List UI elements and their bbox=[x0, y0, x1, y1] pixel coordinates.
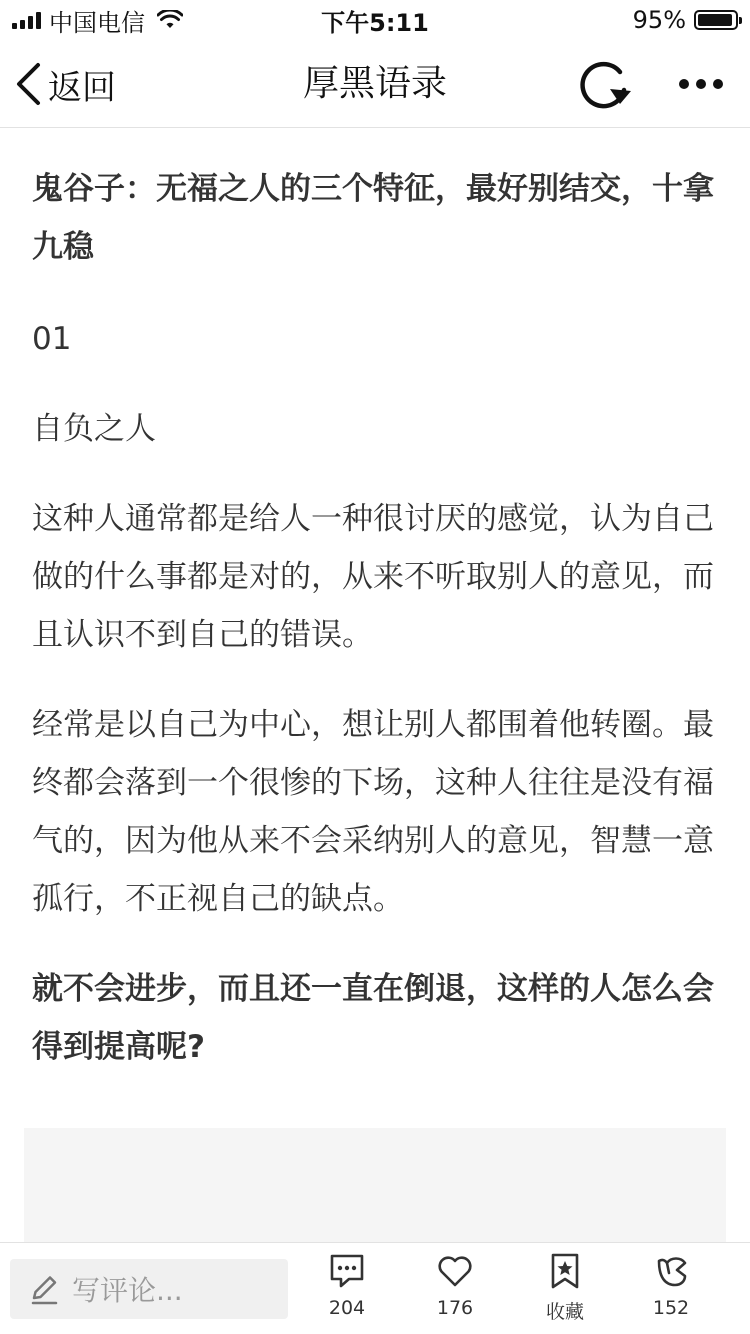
more-dot bbox=[696, 79, 706, 89]
section-title: 自负之人 bbox=[32, 411, 156, 447]
share-count: 152 bbox=[652, 1297, 690, 1319]
chevron-left-icon bbox=[14, 62, 42, 106]
page-title: 厚黑语录 bbox=[302, 63, 447, 104]
nav-bar bbox=[0, 40, 750, 128]
battery-fill bbox=[698, 14, 732, 26]
status-time: 下午5:11 bbox=[321, 8, 429, 37]
share-icon bbox=[651, 1251, 691, 1291]
favorite-button[interactable] bbox=[525, 1251, 605, 1331]
section-number: 01 bbox=[32, 321, 72, 357]
article-title: 鬼谷子：无福之人的三个特征，最好别结交，十拿九稳 bbox=[32, 171, 714, 265]
comment-placeholder: 写评论... bbox=[72, 1274, 183, 1307]
signal-icon bbox=[12, 11, 41, 29]
comment-icon bbox=[327, 1251, 367, 1291]
status-left bbox=[0, 3, 183, 38]
heart-icon bbox=[435, 1251, 475, 1291]
battery-icon bbox=[694, 10, 738, 30]
carrier-label: 中国电信 bbox=[49, 8, 145, 37]
refresh-icon[interactable] bbox=[574, 58, 636, 112]
like-count: 176 bbox=[436, 1297, 474, 1319]
favorite-label: 收藏 bbox=[545, 1301, 584, 1323]
comment-count: 204 bbox=[328, 1297, 366, 1319]
article-image bbox=[24, 1128, 726, 1248]
battery-percent: 95% bbox=[632, 6, 686, 34]
share-button[interactable] bbox=[631, 1251, 711, 1331]
status-bar bbox=[0, 0, 750, 40]
more-dot bbox=[713, 79, 723, 89]
pencil-icon bbox=[26, 1271, 62, 1307]
back-button[interactable] bbox=[14, 60, 116, 108]
emphasis-paragraph: 就不会进步，而且还一直在倒退，这样的人怎么会得到提高呢? bbox=[32, 971, 714, 1065]
bookmark-star-icon bbox=[545, 1251, 585, 1291]
wifi-icon bbox=[157, 10, 183, 30]
more-button[interactable] bbox=[672, 66, 730, 102]
article-body bbox=[32, 128, 722, 1076]
comment-button[interactable] bbox=[307, 1251, 387, 1331]
back-label: 返回 bbox=[48, 67, 116, 108]
status-right bbox=[633, 6, 750, 34]
more-dot bbox=[679, 79, 689, 89]
comment-input[interactable] bbox=[10, 1259, 288, 1319]
article-paragraph: 这种人通常都是给人一种很讨厌的感觉，认为自己做的什么事都是对的，从来不听取别人的意见，而且认识不到自己的错误。 bbox=[32, 501, 714, 653]
article-paragraph: 经常是以自己为中心，想让别人都围着他转圈。最终都会落到一个很惨的下场，这种人往往是没有福气的，因为他从来不会采纳别人的意见，智慧一意孤行，不正视自己的缺点。 bbox=[32, 707, 714, 917]
bottom-bar bbox=[0, 1242, 750, 1334]
like-button[interactable] bbox=[415, 1251, 495, 1331]
